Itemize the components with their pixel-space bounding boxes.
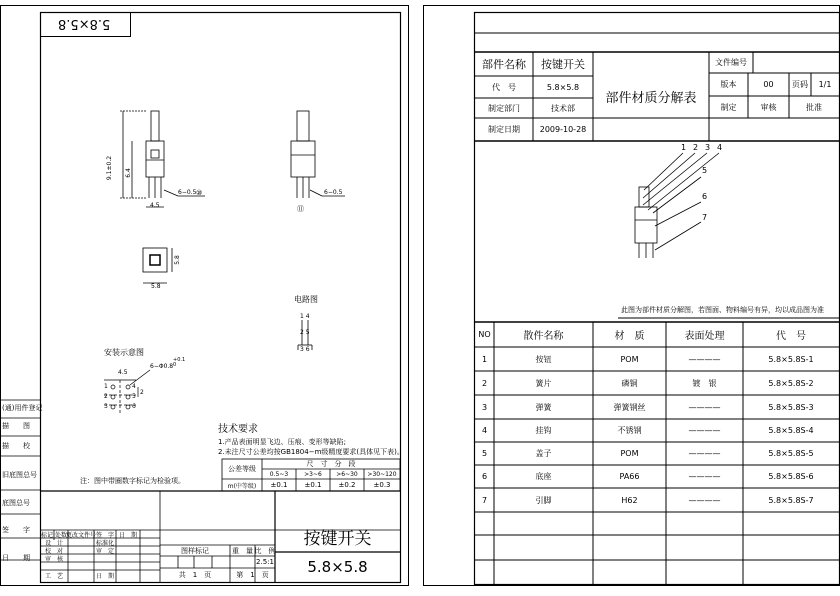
page-value: 1/1 (818, 80, 832, 89)
table-row-7-part: 引脚 (535, 495, 552, 505)
tol-value-4: ±0.3 (373, 481, 391, 489)
table-row-3-material: 弹簧钢丝 (613, 402, 646, 412)
tol-value-1: ±0.1 (270, 481, 288, 489)
table-row-2-surface: 镀 银 (692, 378, 717, 388)
tb-hdr-sign: 签 字 (95, 531, 114, 539)
table-row-2-code: 5.8×5.8S-2 (768, 378, 814, 388)
dim-top-height: 5.8 (173, 255, 181, 265)
circuit-pins-mid: 2 5 (300, 329, 310, 336)
code-label: 代 号 (492, 82, 516, 92)
table-row-3-part: 弹簧 (535, 402, 552, 412)
table-row-1-part: 按钮 (535, 354, 552, 364)
check-label: 审核 (760, 102, 777, 112)
tb-total-pages: 共 1 页 (178, 571, 212, 579)
side-label-base: 底图总号 (2, 499, 30, 507)
version-value: 00 (763, 80, 774, 89)
table-row-2-material: 磷铜 (621, 378, 638, 388)
dept-value: 技术部 (551, 103, 575, 113)
table-row-4-part: 挂钩 (535, 426, 552, 435)
tol-span-header: 尺 寸 分 段 (306, 460, 356, 468)
table-row-6-material: PA66 (619, 472, 640, 481)
approve-label: 批准 (806, 102, 822, 112)
table-row-4-surface: ———— (688, 426, 721, 435)
title-stamp: 5.8×5.8 (58, 16, 111, 31)
tech-line-2: 2.未注尺寸公差均按GB1804−m级精度要求(具体见下表)。 (218, 448, 404, 456)
tb-hdr-date: 日 期 (118, 531, 137, 539)
side-label-registry: (通)用件登记 (2, 404, 43, 412)
col-header-part: 散件名称 (523, 331, 564, 342)
table-row-4-material: 不锈钢 (617, 426, 642, 435)
install-hole: 6−Φ0.8 (150, 363, 174, 370)
drawing-sheet-left (0, 0, 410, 594)
drawing-lines (0, 0, 410, 596)
col-header-no: NO (478, 330, 491, 339)
side-label-date: 日 期 (2, 554, 30, 562)
date-label: 制定日期 (488, 125, 520, 134)
tol-row-label: m(中等级) (227, 482, 257, 490)
tb-standardize: 标准化 (95, 539, 114, 547)
callout-5: 5 (702, 166, 708, 175)
callout-6: 6 (702, 192, 708, 201)
table-row-7-surface: ———— (688, 495, 721, 505)
side-label-sign: 签 字 (2, 526, 30, 534)
dept-label: 制定部门 (488, 103, 520, 113)
table-row-3-no: 3 (481, 402, 488, 412)
table-row-3-surface: ———— (688, 402, 721, 412)
table-row-2-part: 簧片 (535, 378, 552, 388)
install-pin-4: 4 (132, 383, 136, 390)
tol-range-1: 0.5~3 (269, 470, 289, 478)
tb-review: 审 定 (95, 547, 114, 555)
material-sheet-right (423, 0, 840, 596)
drawing-caption: 此图为部件材质分解图，若图面、物料编号有异，均以成品图为准 (621, 306, 824, 314)
table-row-3-code: 5.8×5.8S-3 (768, 402, 814, 412)
tb-hdr-mark: 标记 (40, 531, 53, 539)
doc-number-label: 文件编号 (715, 58, 747, 67)
table-row-7-material: H62 (621, 495, 638, 505)
document-title: 部件材质分解表 (605, 91, 697, 106)
install-pin-3: 3 (104, 403, 108, 410)
table-row-4-no: 4 (481, 426, 488, 435)
install-title: 安装示意图 (104, 348, 144, 357)
page-label: 页码 (792, 80, 808, 89)
tol-range-2: >3~6 (304, 470, 322, 478)
install-pin-6: 6 (132, 403, 136, 410)
circuit-title: 电路图 (294, 295, 318, 304)
table-row-5-no: 5 (481, 449, 488, 458)
table-row-7-code: 5.8×5.8S-7 (768, 495, 814, 505)
table-row-1-surface: ———— (688, 354, 721, 364)
tb-role-design: 设 计 (44, 539, 63, 547)
install-pin-1: 1 (104, 383, 108, 390)
tb-role-proof: 校 对 (44, 547, 63, 555)
tol-value-2: ±0.1 (304, 481, 322, 489)
callout-2: 2 (693, 143, 699, 152)
tol-range-3: >6~30 (336, 470, 358, 478)
tb-page: 第 1 页 (236, 571, 269, 579)
install-tolerance: +0.1 0 (173, 357, 186, 368)
mark-circle-10: ⑩ (196, 189, 203, 197)
callout-1: 1 (681, 143, 687, 152)
side-label-check: 描 校 (2, 442, 30, 450)
tb-mark-header: 图样标记 (181, 546, 209, 555)
mark-circle-11: ⑪ (297, 205, 304, 213)
table-row-6-surface: ———— (688, 472, 721, 481)
circuit-pins-top: 1 4 (300, 313, 310, 320)
code-value: 5.8×5.8 (546, 82, 580, 92)
callout-3: 3 (705, 143, 711, 152)
table-row-7-no: 7 (481, 495, 488, 505)
make-label: 制定 (720, 102, 737, 112)
tech-title: 技术要求 (218, 424, 258, 435)
tb-role-audit: 审 核 (44, 555, 63, 563)
callout-7: 7 (702, 213, 708, 222)
tb-hdr-count: 处数 (54, 531, 67, 539)
drawing-note: 注：图中带圈数字标记为检验项。 (80, 477, 185, 485)
table-row-6-no: 6 (481, 472, 488, 481)
tb-part-code: 5.8×5.8 (307, 558, 368, 576)
dim-body-height: 6.4 (124, 168, 132, 178)
dim-front-width: 4.5 (150, 202, 160, 209)
date-value: 2009-10-28 (539, 125, 587, 134)
table-row-4-code: 5.8×5.8S-4 (768, 426, 814, 435)
part-name-label: 部件名称 (482, 58, 526, 71)
tech-line-1: 1.产品表面明显飞边、压痕、变形等缺陷; (218, 438, 347, 446)
tb-date: 日 期 (95, 572, 114, 580)
table-row-1-material: POM (620, 354, 639, 364)
table-row-1-no: 1 (481, 354, 488, 364)
side-label-old-base: 旧底图总号 (2, 471, 37, 479)
side-label-trace: 描 图 (2, 422, 30, 430)
tb-weight: 重 量 (232, 546, 253, 555)
tb-scale-value: 2.5:1 (256, 558, 274, 566)
table-row-5-surface: ———— (688, 449, 721, 458)
dim-side-pin: 6−0.5 (324, 189, 343, 196)
table-row-5-material: POM (620, 449, 639, 458)
col-header-surface: 表面处理 (684, 331, 725, 342)
tol-value-3: ±0.2 (338, 481, 356, 489)
tb-part-name: 按键开关 (303, 528, 372, 549)
dim-total-height: 9.1±0.2 (106, 155, 114, 181)
version-label: 版本 (720, 80, 737, 89)
tb-role-craft: 工 艺 (44, 572, 63, 580)
dim-front-pin: 6−0.5 (178, 189, 197, 196)
col-header-material: 材 质 (614, 331, 645, 342)
install-width: 4.5 (118, 369, 128, 376)
part-name-value: 按键开关 (541, 58, 585, 71)
col-header-code: 代 号 (776, 331, 806, 342)
install-pin-2: 2 (104, 393, 108, 400)
install-pitch: 2 (140, 389, 144, 396)
table-row-1-code: 5.8×5.8S-1 (768, 354, 814, 364)
tb-scale: 比 例 (254, 546, 276, 555)
table-row-5-part: 盖子 (535, 449, 552, 458)
tb-hdr-change: 更改文件号 (66, 531, 97, 539)
table-row-5-code: 5.8×5.8S-5 (768, 449, 814, 458)
callout-4: 4 (717, 143, 723, 152)
tol-grade-label: 公差等级 (228, 465, 256, 473)
circuit-pins-bot: 3 6 (300, 346, 310, 353)
dim-top-width: 5.8 (151, 283, 161, 290)
install-pin-5: 5 (132, 393, 136, 400)
tol-range-4: >30~120 (367, 470, 397, 478)
table-row-6-code: 5.8×5.8S-6 (768, 472, 814, 481)
table-row-2-no: 2 (481, 378, 488, 388)
table-row-6-part: 底座 (535, 472, 552, 481)
